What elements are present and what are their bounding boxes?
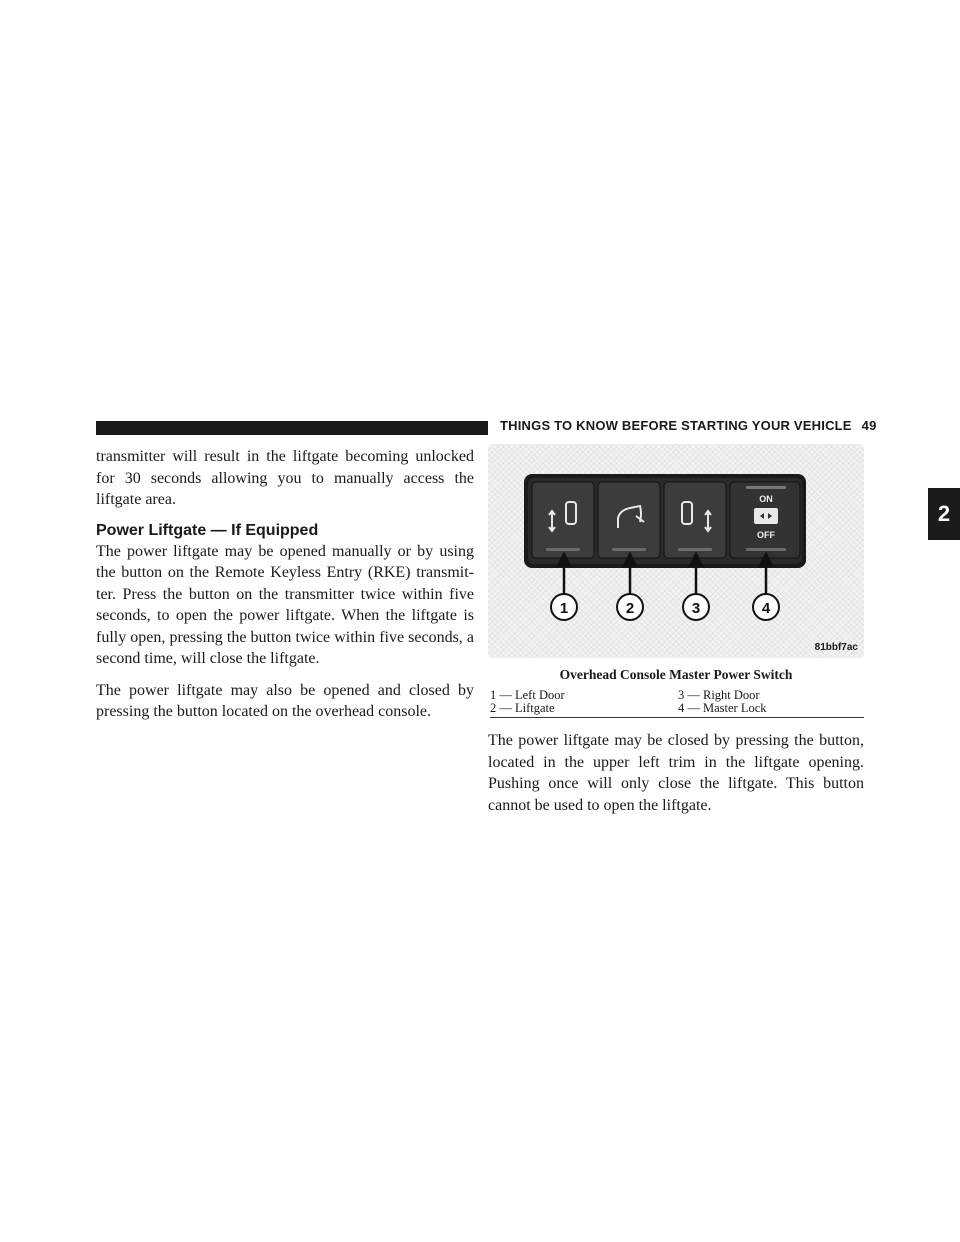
svg-text:3: 3 bbox=[691, 600, 701, 617]
section-title: THINGS TO KNOW BEFORE STARTING YOUR VEHICLE bbox=[500, 418, 852, 433]
figure-legend bbox=[490, 689, 864, 718]
switch-off-label: OFF bbox=[757, 530, 775, 540]
switch-on-label: ON bbox=[759, 494, 773, 504]
legend-item: 2 — Liftgate bbox=[490, 701, 555, 715]
right-door-button bbox=[664, 482, 726, 558]
figure-caption: Overhead Console Master Power Switch bbox=[559, 667, 793, 682]
intro-paragraph: transmitter will result in the liftgate becoming unlocked for 30 seconds allowing you to manually access the liftgate area. bbox=[96, 448, 474, 508]
page-number: 49 bbox=[861, 418, 877, 433]
legend-item: 1 — Left Door bbox=[490, 688, 565, 702]
console-illustration bbox=[488, 444, 864, 658]
legend-row bbox=[490, 702, 864, 715]
chapter-tab: 2 bbox=[928, 488, 960, 540]
legend-item: 3 — Right Door bbox=[678, 688, 760, 702]
header-rule bbox=[96, 421, 488, 435]
overhead-console-figure bbox=[488, 444, 864, 658]
left-column bbox=[96, 446, 474, 723]
svg-text:2: 2 bbox=[625, 600, 635, 617]
interior-button-paragraph: The power liftgate may be closed by pressing the button, located in the upper left trim in the liftgate opening. Pushing once will only close the liftgate. This button cannot be used to open the liftgate. bbox=[488, 732, 864, 814]
svg-text:1: 1 bbox=[559, 600, 569, 617]
callout-4 bbox=[753, 594, 779, 620]
callout-1 bbox=[551, 594, 577, 620]
figure-code: 81bbf7ac bbox=[814, 642, 858, 653]
legend-item: 4 — Master Lock bbox=[678, 701, 767, 715]
callout-2 bbox=[617, 594, 643, 620]
liftgate-paragraph-1: The power liftgate may be opened manually or by using the button on the Remote Keyless Entry (RKE) transmitter. Press the button on the transmitter twice within five seconds, to open the power liftgate. When the liftgate is fully open, pressing the button twice within five seconds, a second time, will close the liftgate. bbox=[96, 542, 474, 667]
master-lock-switch bbox=[730, 482, 800, 558]
right-column bbox=[488, 730, 864, 816]
liftgate-paragraph-2: The power liftgate may also be opened and closed by pressing the button located on the overhead console. bbox=[96, 681, 474, 720]
section-heading: Power Liftgate — If Equipped bbox=[96, 521, 319, 539]
liftgate-button bbox=[598, 482, 660, 558]
master-lock-icon bbox=[754, 508, 778, 524]
svg-text:4: 4 bbox=[761, 600, 771, 617]
running-header bbox=[500, 418, 877, 433]
left-door-button bbox=[532, 482, 594, 558]
callout-3 bbox=[683, 594, 709, 620]
